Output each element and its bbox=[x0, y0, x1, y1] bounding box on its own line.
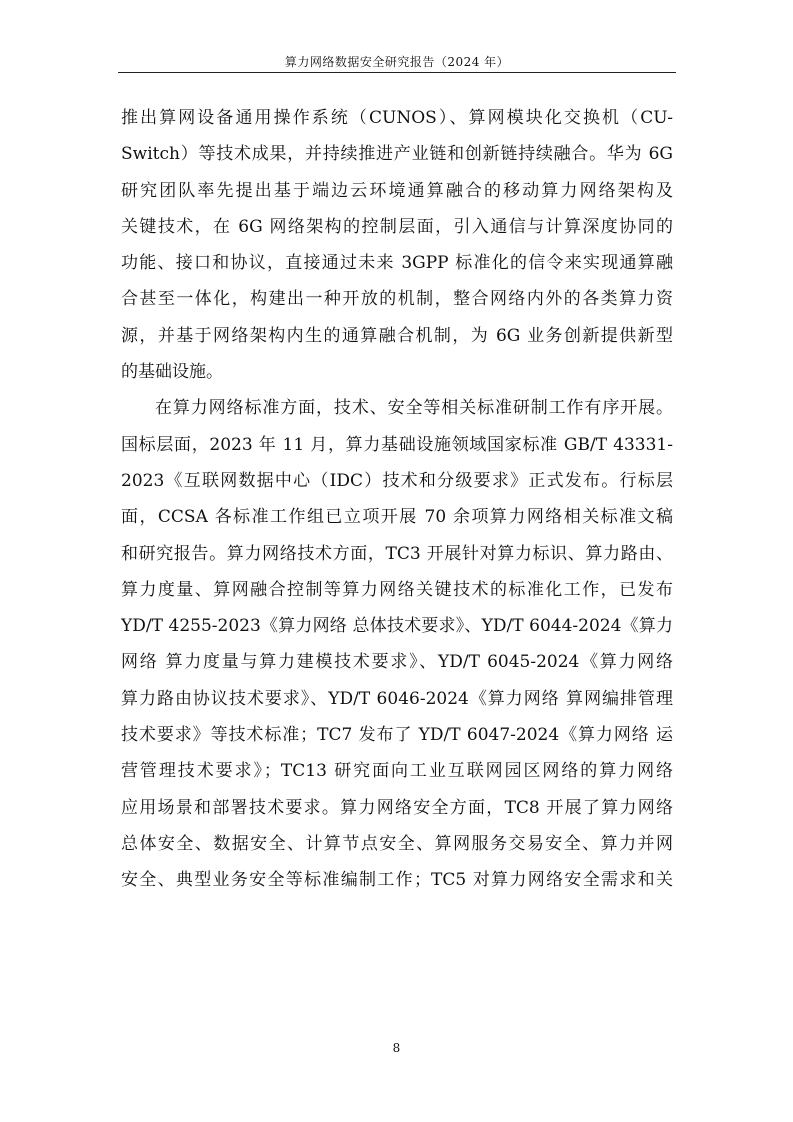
text-line: 和研究报告。算力网络技术方面，TC3 开展针对算力标识、算力路由、 bbox=[121, 543, 673, 564]
text-line: YD/T 4255-2023《算力网络 总体技术要求》、YD/T 6044-2024《算力 bbox=[121, 616, 673, 637]
text-line: 2023《互联网数据中心（IDC）技术和分级要求》正式发布。行标层 bbox=[121, 470, 673, 491]
text-line: 研究团队率先提出基于端边云环境通算融合的移动算力网络架构及 bbox=[121, 180, 673, 201]
text-line: 算力路由协议技术要求》、YD/T 6046-2024《算力网络 算网编排管理 bbox=[121, 688, 673, 709]
document-body bbox=[121, 100, 673, 899]
text-line: 关键技术，在 6G 网络架构的控制层面，引入通信与计算深度协同的 bbox=[121, 216, 673, 237]
text-line: 在算力网络标准方面，技术、安全等相关标准研制工作有序开展。 bbox=[155, 398, 673, 419]
text-line: 合甚至一体化，构建出一种开放的机制，整合网络内外的各类算力资 bbox=[121, 289, 673, 310]
text-line: 推出算网设备通用操作系统（CUNOS）、算网模块化交换机（CU- bbox=[121, 108, 673, 128]
running-header: 算力网络数据安全研究报告（2024 年） bbox=[284, 55, 510, 69]
header-divider bbox=[118, 72, 676, 73]
text-line: 功能、接口和协议，直接通过未来 3GPP 标准化的信令来实现通算融 bbox=[121, 253, 673, 274]
text-line: 算力度量、算网融合控制等算力网络关键技术的标准化工作，已发布 bbox=[121, 579, 673, 600]
text-line: Switch）等技术成果，并持续推进产业链和创新链持续融合。华为 6G bbox=[121, 144, 673, 165]
text-line: 网络 算力度量与算力建模技术要求》、YD/T 6045-2024《算力网络 bbox=[121, 652, 673, 673]
text-line: 面，CCSA 各标准工作组已立项开展 70 余项算力网络相关标准文稿 bbox=[121, 507, 673, 528]
paragraph-computing-network-standards bbox=[121, 390, 673, 898]
page-number: 8 bbox=[392, 1041, 401, 1055]
paragraph-cu-technology-and-huawei-6g bbox=[121, 100, 673, 390]
text-line: 安全、典型业务安全等标准编制工作；TC5 对算力网络安全需求和关 bbox=[121, 870, 673, 891]
text-line: 总体安全、数据安全、计算节点安全、算网服务交易安全、算力并网 bbox=[121, 833, 673, 854]
text-line: 源，并基于网络架构内生的通算融合机制，为 6G 业务创新提供新型 bbox=[121, 325, 673, 346]
text-line: 国标层面，2023 年 11 月，算力基础设施领域国家标准 GB/T 43331- bbox=[121, 434, 673, 455]
text-line: 技术要求》等技术标准；TC7 发布了 YD/T 6047-2024《算力网络 运 bbox=[121, 725, 673, 746]
text-line: 的基础设施。 bbox=[121, 362, 223, 383]
text-line: 营管理技术要求》；TC13 研究面向工业互联网园区网络的算力网络 bbox=[121, 761, 673, 782]
text-line: 应用场景和部署技术要求。算力网络安全方面，TC8 开展了算力网络 bbox=[121, 797, 673, 818]
